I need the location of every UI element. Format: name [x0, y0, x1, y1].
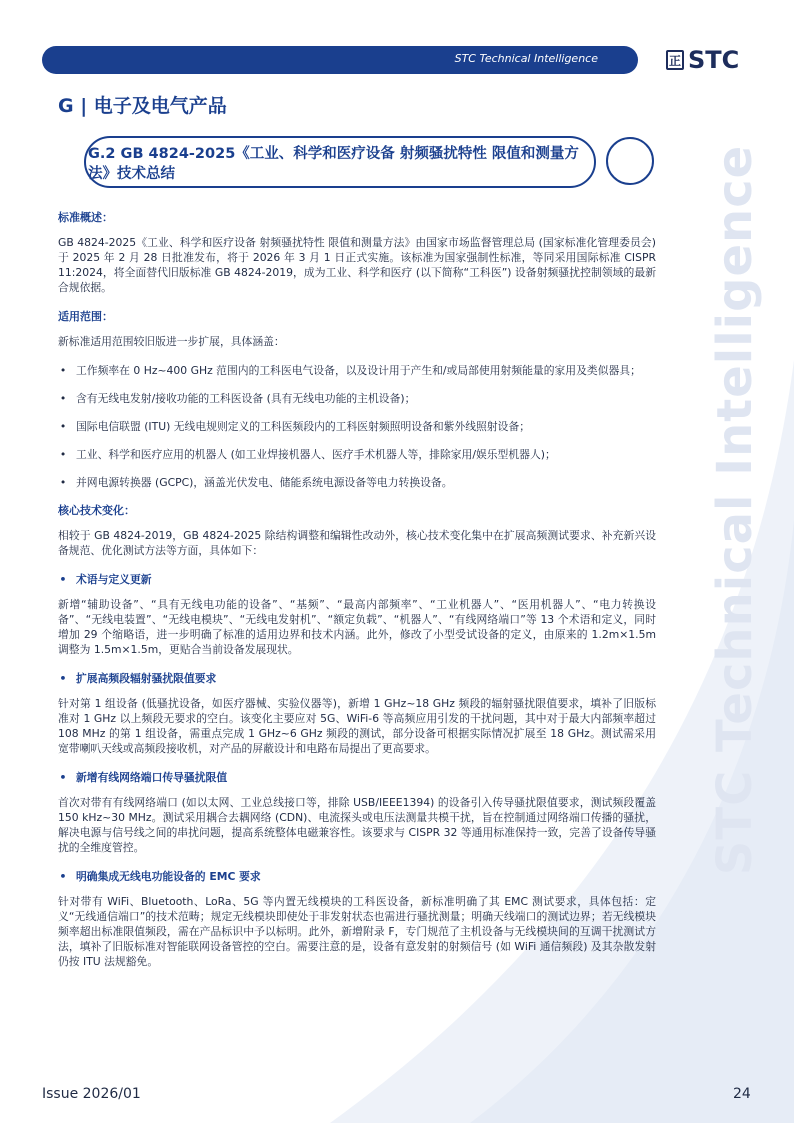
sub-heading-wired-port: • 新增有线网络端口传导骚扰限值	[59, 771, 228, 784]
bullet-icon: •	[59, 573, 67, 586]
footer-issue: Issue 2026/01	[42, 1086, 141, 1102]
footer-page-number: 24	[733, 1086, 751, 1102]
bullet-icon: •	[59, 672, 67, 685]
overview-heading: 标准概述：	[58, 211, 113, 224]
bullet-icon: •	[59, 392, 67, 405]
changes-heading: 核心技术变化：	[58, 504, 135, 517]
scope-heading: 适用范围：	[58, 310, 113, 323]
bullet-icon: •	[59, 771, 67, 784]
bullet-icon: •	[59, 870, 67, 883]
changes-intro: 相较于 GB 4824-2019，GB 4824-2025 除结构调整和编辑性改动外，核心技术变化集中在扩展高频测试要求、补充新兴设备规范、优化测试方法等方面，具体如下：	[58, 529, 656, 557]
bullet-icon: •	[59, 448, 67, 461]
bullet-icon: •	[59, 420, 67, 433]
scope-list-item: • 含有无线电发射/接收功能的工科医设备 (具有无线电功能的主机设备)；	[59, 392, 416, 405]
bullet-icon: •	[59, 476, 67, 489]
main-content	[58, 210, 656, 983]
scope-list-item: • 并网电源转换器 (GCPC)，涵盖光伏发电、储能系统电源设备等电力转换设备。	[59, 476, 453, 489]
radio-emc-paragraph: 针对带有 WiFi、Bluetooth、LoRa、5G 等内置无线模块的工科医设备，新标准明确了其 EMC 测试要求，具体包括：定义“无线通信端口”的技术范畴；规定无线模块即使处于非发射状态也需进行骚扰测量；明确天线端口的测试边界；若无线模块频率超出标准限值频段，需在产品标识中予以标明。此外，新增附录 F，专门规范了主机设备与无线模块间的互调干扰测试方法，填补了旧版标准对智能联网设备管控的空白。需要注意的是，设备有意发射的射频信号 (如 WiFi 通信频段) 及其杂散发射仍按 ITU 法规豁免。	[58, 895, 656, 968]
title-circle-decoration	[606, 137, 654, 185]
header-banner	[42, 46, 638, 74]
sub-heading-radiated: • 扩展高频段辐射骚扰限值要求	[59, 672, 217, 685]
header-banner-text: STC Technical Intelligence	[454, 52, 598, 65]
scope-list-item: • 工业、科学和医疗应用的机器人 (如工业焊接机器人、医疗手术机器人等，排除家用/娱乐型机器人)；	[59, 448, 556, 461]
document-title: G.2 GB 4824-2025《工业、科学和医疗设备 射频骚扰特性 限值和测量方法》技术总结	[88, 146, 579, 182]
watermark-text: STC Technical Intelligence	[707, 144, 763, 876]
section-title: G | 电子及电气产品	[58, 95, 227, 117]
scope-intro: 新标准适用范围较旧版进一步扩展，具体涵盖：	[58, 335, 285, 348]
sub-heading-terms: • 术语与定义更新	[59, 573, 152, 586]
logo-text: STC	[688, 46, 740, 74]
radiated-paragraph: 针对第 1 组设备 (低骚扰设备，如医疗器械、实验仪器等)，新增 1 GHz~18 GHz 频段的辐射骚扰限值要求，填补了旧版标准对 1 GHz 以上频段无要求的空白。该变化主要应对 5G、WiFi-6 等高频应用引发的干扰问题，其中对于最大内部频率超过 108 MHz 的第 1 组设备，需重点完成 1 GHz~6 GHz 频段的测试，部分设备可根据实际情况扩展至 18 GHz。测试需采用宽带喇叭天线或高频段接收机，对产品的屏蔽设计和电路布局提出了更高要求。	[58, 697, 656, 755]
bullet-icon: •	[59, 364, 67, 377]
logo-mark-icon: 正	[666, 50, 684, 70]
scope-list-item: • 工作频率在 0 Hz~400 GHz 范围内的工科医电气设备，以及设计用于产生和/或局部使用射频能量的家用及类似器具；	[59, 364, 641, 377]
terms-paragraph: 新增“辅助设备”、“具有无线电功能的设备”、“基频”、“最高内部频率”、“工业机器人”、“医用机器人”、“电力转换设备”、“无线电装置”、“无线电模块”、“无线电发射机”、“额定负载”、“机器人”、“有线网络端口”等 13 个术语和定义，同时增加 29 个缩略语，进一步明确了标准的适用边界和技术内涵。此外，修改了小型受试设备的定义，由原来的 1.2m×1.5m 调整为 1.5m×1.5m，更贴合当前设备发展现状。	[58, 598, 656, 656]
document-title-box	[84, 136, 596, 188]
sub-heading-radio-emc: • 明确集成无线电功能设备的 EMC 要求	[59, 870, 261, 883]
stc-logo	[666, 47, 739, 73]
scope-list-item: • 国际电信联盟 (ITU) 无线电规则定义的工科医频段内的工科医射频照明设备和紫外线照射设备；	[59, 420, 531, 433]
overview-paragraph: GB 4824-2025《工业、科学和医疗设备 射频骚扰特性 限值和测量方法》由国家市场监督管理总局 (国家标准化管理委员会) 于 2025 年 2 月 28 日批准发布，将于 2026 年 3 月 1 日正式实施。该标准为国家强制性标准，等同采用国际标准 CISPR 11:2024，将全面替代旧版标准 GB 4824-2019，成为工业、科学和医疗 (以下简称“工科医”) 设备射频骚扰控制领域的最新合规依据。	[58, 236, 656, 294]
wired-port-paragraph: 首次对带有有线网络端口 (如以太网、工业总线接口等，排除 USB/IEEE1394) 的设备引入传导骚扰限值要求，测试频段覆盖 150 kHz~30 MHz。测试采用耦合去耦网络 (CDN)、电流探头或电压法测量共模干扰，旨在控制通过网络端口传播的骚扰，解决电源与信号线之间的串扰问题，提高系统整体电磁兼容性。该要求与 CISPR 32 等通用标准保持一致，完善了设备传导骚扰的全维度管控。	[58, 796, 656, 854]
